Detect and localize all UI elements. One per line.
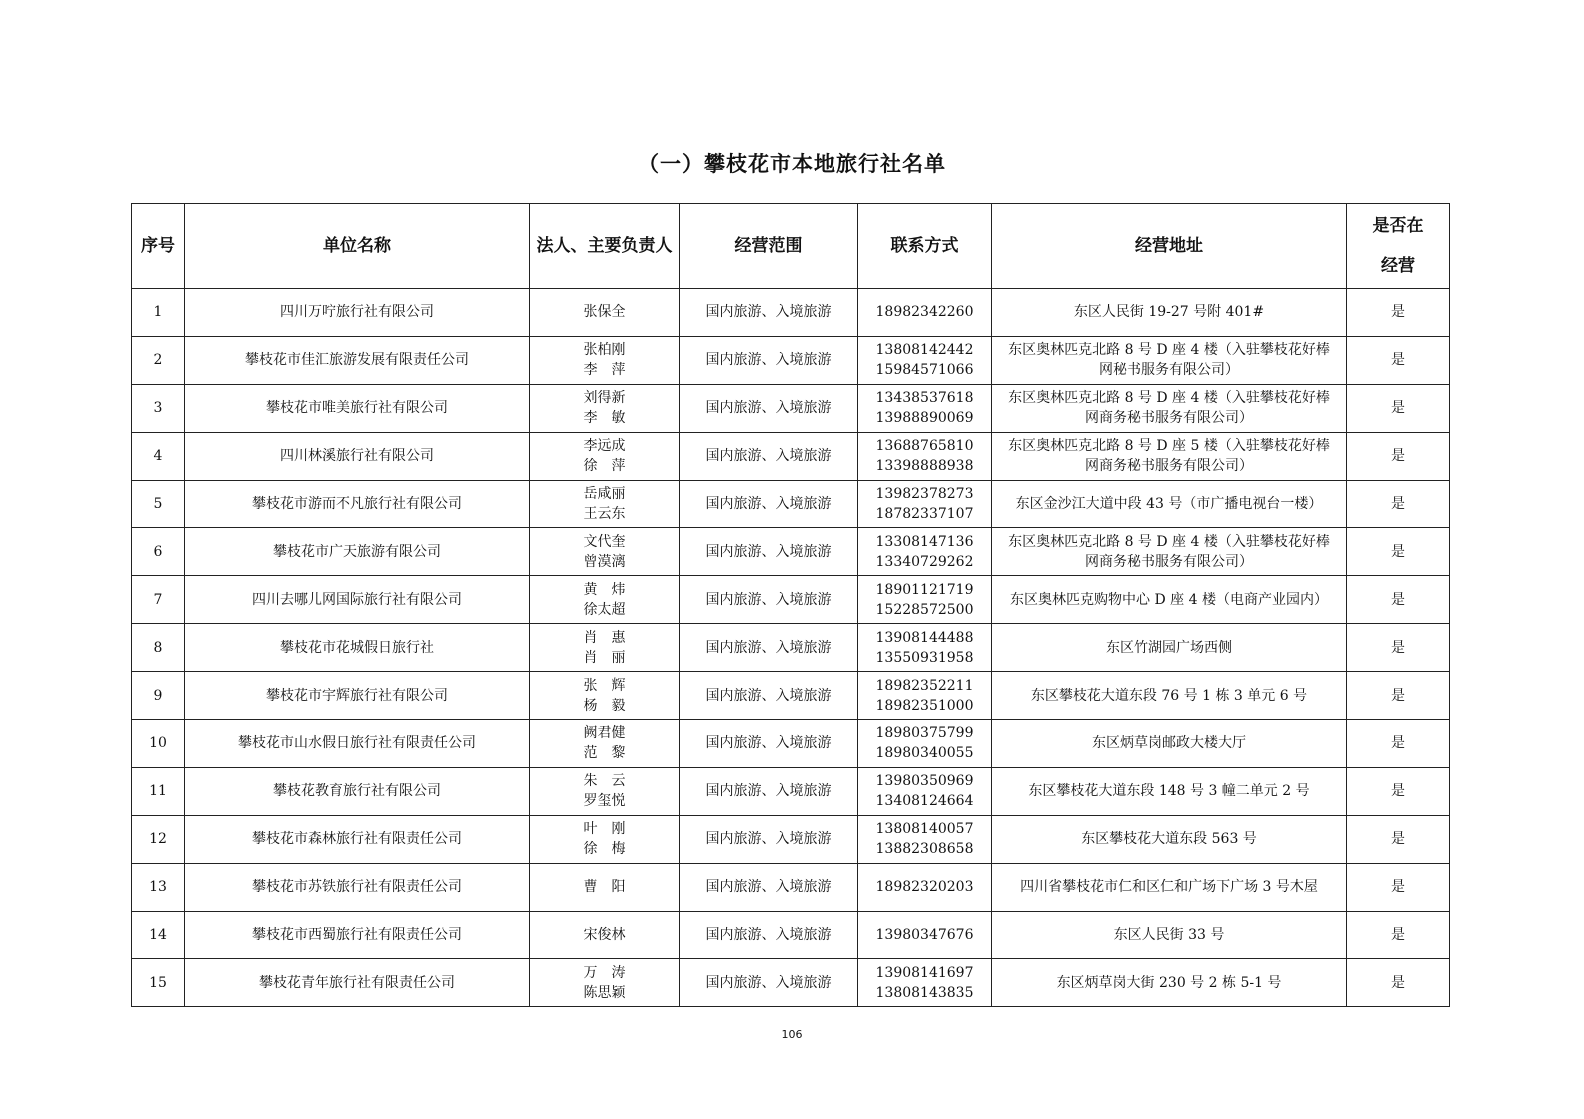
address-line: 四川省攀枝花市仁和区仁和广场下广场 3 号木屋	[1020, 879, 1318, 896]
person-name: 肖 丽	[583, 649, 626, 666]
travel-agency-table	[131, 203, 1450, 1007]
row-no: 15	[132, 959, 185, 1007]
row-address	[992, 815, 1347, 863]
header-name: 单位名称	[185, 204, 530, 289]
row-person	[530, 720, 680, 768]
row-address	[992, 432, 1347, 480]
row-no: 8	[132, 624, 185, 672]
row-scope: 国内旅游、入境旅游	[680, 911, 858, 959]
phone-number: 18901121719	[875, 581, 974, 598]
person-name: 罗玺悦	[583, 793, 626, 810]
table-row	[132, 672, 1450, 720]
row-operating: 是	[1347, 720, 1450, 768]
address-line: 东区竹湖园广场西侧	[1106, 639, 1232, 656]
row-person	[530, 624, 680, 672]
table-row	[132, 528, 1450, 576]
address-line: 网秘书服务有限公司）	[1099, 362, 1239, 379]
row-contact	[858, 480, 992, 528]
person-name: 李 敏	[583, 410, 626, 427]
row-address	[992, 720, 1347, 768]
row-person	[530, 384, 680, 432]
person-name: 刘得新	[583, 390, 626, 407]
table-row	[132, 863, 1450, 911]
table-row	[132, 336, 1450, 384]
row-contact	[858, 528, 992, 576]
row-person	[530, 911, 680, 959]
row-no: 2	[132, 336, 185, 384]
person-name: 范 黎	[583, 745, 626, 762]
row-contact	[858, 863, 992, 911]
person-name: 宋俊林	[583, 927, 626, 944]
row-no: 5	[132, 480, 185, 528]
header-address: 经营地址	[992, 204, 1347, 289]
row-operating: 是	[1347, 528, 1450, 576]
header-no: 序号	[132, 204, 185, 289]
phone-number: 13340729262	[875, 553, 974, 570]
row-operating: 是	[1347, 336, 1450, 384]
row-address	[992, 384, 1347, 432]
phone-number: 15984571066	[875, 362, 974, 379]
row-contact	[858, 767, 992, 815]
row-person	[530, 336, 680, 384]
person-name: 阙君健	[583, 725, 626, 742]
row-scope: 国内旅游、入境旅游	[680, 720, 858, 768]
row-address	[992, 576, 1347, 624]
row-scope: 国内旅游、入境旅游	[680, 959, 858, 1007]
table-row	[132, 624, 1450, 672]
table-row	[132, 432, 1450, 480]
row-address	[992, 336, 1347, 384]
phone-number: 15228572500	[875, 601, 974, 618]
row-address	[992, 480, 1347, 528]
row-scope: 国内旅游、入境旅游	[680, 767, 858, 815]
person-name: 杨 毅	[583, 697, 626, 714]
table-row	[132, 480, 1450, 528]
address-line: 东区攀枝花大道东段 563 号	[1081, 831, 1257, 848]
address-line: 东区人民街 19-27 号附 401#	[1073, 304, 1265, 321]
row-name: 攀枝花市森林旅行社有限责任公司	[185, 815, 530, 863]
row-scope: 国内旅游、入境旅游	[680, 528, 858, 576]
row-name: 攀枝花市宇辉旅行社有限公司	[185, 672, 530, 720]
header-operating-line1: 是否在	[1372, 216, 1424, 236]
table-row	[132, 767, 1450, 815]
row-no: 13	[132, 863, 185, 911]
address-line: 东区攀枝花大道东段 76 号 1 栋 3 单元 6 号	[1030, 687, 1308, 704]
address-line: 东区炳草岗大街 230 号 2 栋 5-1 号	[1056, 974, 1282, 991]
header-contact: 联系方式	[858, 204, 992, 289]
phone-number: 13808140057	[875, 821, 974, 838]
row-address	[992, 767, 1347, 815]
phone-number: 18980375799	[875, 725, 974, 742]
phone-number: 13882308658	[875, 841, 974, 858]
address-line: 东区人民街 33 号	[1113, 927, 1225, 944]
phone-number: 13308147136	[875, 533, 974, 550]
row-name: 攀枝花市苏铁旅行社有限责任公司	[185, 863, 530, 911]
row-contact	[858, 432, 992, 480]
row-scope: 国内旅游、入境旅游	[680, 624, 858, 672]
row-person	[530, 672, 680, 720]
table-row	[132, 959, 1450, 1007]
row-name: 攀枝花市花城假日旅行社	[185, 624, 530, 672]
row-contact	[858, 720, 992, 768]
address-line: 东区炳草岗邮政大楼大厅	[1092, 735, 1246, 752]
row-operating: 是	[1347, 911, 1450, 959]
address-line: 东区奥林匹克北路 8 号 D 座 5 楼（入驻攀枝花好棒	[1008, 438, 1330, 455]
address-line: 网商务秘书服务有限公司）	[1085, 458, 1253, 475]
row-no: 14	[132, 911, 185, 959]
row-address	[992, 959, 1347, 1007]
row-name: 四川去哪儿网国际旅行社有限公司	[185, 576, 530, 624]
row-operating: 是	[1347, 624, 1450, 672]
row-scope: 国内旅游、入境旅游	[680, 672, 858, 720]
row-address	[992, 289, 1347, 337]
person-name: 岳咸丽	[583, 486, 626, 502]
address-line: 东区奥林匹克购物中心 D 座 4 楼（电商产业园内）	[1010, 591, 1328, 608]
row-operating: 是	[1347, 815, 1450, 863]
address-line: 东区奥林匹克北路 8 号 D 座 4 楼（入驻攀枝花好棒	[1008, 342, 1330, 359]
row-operating: 是	[1347, 480, 1450, 528]
row-person	[530, 863, 680, 911]
person-name: 李 萍	[583, 362, 626, 379]
row-operating: 是	[1347, 672, 1450, 720]
address-line: 网商务秘书服务有限公司）	[1085, 553, 1253, 570]
person-name: 张柏刚	[583, 342, 626, 359]
row-contact	[858, 576, 992, 624]
row-operating: 是	[1347, 959, 1450, 1007]
person-name: 肖 惠	[583, 629, 626, 646]
phone-number: 18980340055	[875, 745, 974, 762]
row-no: 6	[132, 528, 185, 576]
row-no: 3	[132, 384, 185, 432]
row-contact	[858, 672, 992, 720]
row-no: 9	[132, 672, 185, 720]
row-scope: 国内旅游、入境旅游	[680, 863, 858, 911]
person-name: 徐 梅	[583, 841, 626, 858]
header-scope: 经营范围	[680, 204, 858, 289]
person-name: 徐 萍	[583, 458, 626, 475]
row-contact	[858, 336, 992, 384]
row-person	[530, 815, 680, 863]
table-row	[132, 384, 1450, 432]
table-row	[132, 720, 1450, 768]
phone-number: 18982342260	[875, 304, 974, 321]
row-no: 1	[132, 289, 185, 337]
row-person	[530, 959, 680, 1007]
phone-number: 13808142442	[875, 342, 974, 359]
row-no: 12	[132, 815, 185, 863]
address-line: 网商务秘书服务有限公司）	[1085, 410, 1253, 427]
page-title: （一）攀枝花市本地旅行社名单	[638, 152, 946, 176]
person-name: 曹 阳	[583, 879, 626, 896]
phone-number: 13438537618	[875, 390, 974, 407]
row-contact	[858, 384, 992, 432]
phone-number: 18982351000	[875, 697, 974, 714]
person-name: 万 涛	[583, 964, 626, 981]
person-name: 叶 刚	[583, 821, 626, 838]
table-header-row	[132, 204, 1450, 289]
address-line: 东区金沙江大道中段 43 号（市广播电视台一楼）	[1015, 496, 1323, 512]
row-person	[530, 767, 680, 815]
person-name: 曾漠漓	[583, 553, 626, 570]
person-name: 文代奎	[583, 533, 626, 550]
row-name: 攀枝花青年旅行社有限责任公司	[185, 959, 530, 1007]
table-row	[132, 576, 1450, 624]
phone-number: 13988890069	[875, 410, 974, 427]
row-name: 攀枝花市佳汇旅游发展有限责任公司	[185, 336, 530, 384]
phone-number: 13808143835	[875, 984, 974, 1001]
row-operating: 是	[1347, 767, 1450, 815]
address-line: 东区攀枝花大道东段 148 号 3 幢二单元 2 号	[1028, 783, 1310, 800]
row-name: 攀枝花市游而不凡旅行社有限公司	[185, 480, 530, 528]
row-person	[530, 289, 680, 337]
row-name: 攀枝花市唯美旅行社有限公司	[185, 384, 530, 432]
phone-number: 18982320203	[875, 879, 974, 896]
row-no: 11	[132, 767, 185, 815]
address-line: 东区奥林匹克北路 8 号 D 座 4 楼（入驻攀枝花好棒	[1008, 533, 1330, 550]
row-name: 四川林溪旅行社有限公司	[185, 432, 530, 480]
person-name: 朱 云	[583, 773, 626, 790]
person-name: 陈思颖	[583, 984, 626, 1001]
person-name: 王云东	[583, 506, 626, 522]
phone-number: 18782337107	[875, 506, 974, 522]
row-address	[992, 528, 1347, 576]
table-row	[132, 815, 1450, 863]
row-contact	[858, 289, 992, 337]
row-person	[530, 528, 680, 576]
phone-number: 13908144488	[875, 629, 974, 646]
row-name: 攀枝花市广天旅游有限公司	[185, 528, 530, 576]
phone-number: 13550931958	[875, 649, 974, 666]
row-scope: 国内旅游、入境旅游	[680, 432, 858, 480]
row-no: 7	[132, 576, 185, 624]
row-no: 10	[132, 720, 185, 768]
row-address	[992, 911, 1347, 959]
row-person	[530, 432, 680, 480]
row-contact	[858, 911, 992, 959]
row-person	[530, 480, 680, 528]
phone-number: 13398888938	[875, 458, 974, 475]
row-operating: 是	[1347, 384, 1450, 432]
row-operating: 是	[1347, 576, 1450, 624]
person-name: 张 辉	[583, 677, 626, 694]
phone-number: 13982378273	[875, 486, 974, 502]
phone-number: 13980347676	[875, 927, 974, 944]
row-operating: 是	[1347, 432, 1450, 480]
table-row	[132, 289, 1450, 337]
phone-number: 18982352211	[875, 677, 974, 694]
person-name: 徐太超	[583, 601, 626, 618]
row-name: 攀枝花市西蜀旅行社有限责任公司	[185, 911, 530, 959]
row-scope: 国内旅游、入境旅游	[680, 289, 858, 337]
person-name: 李远成	[583, 438, 626, 455]
row-no: 4	[132, 432, 185, 480]
row-name: 攀枝花市山水假日旅行社有限责任公司	[185, 720, 530, 768]
row-operating: 是	[1347, 289, 1450, 337]
header-operating-line2: 经营	[1381, 256, 1415, 276]
row-person	[530, 576, 680, 624]
row-scope: 国内旅游、入境旅游	[680, 384, 858, 432]
row-scope: 国内旅游、入境旅游	[680, 480, 858, 528]
row-name: 四川万咛旅行社有限公司	[185, 289, 530, 337]
row-scope: 国内旅游、入境旅游	[680, 336, 858, 384]
row-contact	[858, 815, 992, 863]
row-address	[992, 672, 1347, 720]
row-address	[992, 863, 1347, 911]
header-person: 法人、主要负责人	[530, 204, 680, 289]
person-name: 张保全	[583, 304, 626, 321]
row-name: 攀枝花教育旅行社有限公司	[185, 767, 530, 815]
phone-number: 13980350969	[875, 773, 974, 790]
row-operating: 是	[1347, 863, 1450, 911]
phone-number: 13408124664	[875, 793, 974, 810]
row-address	[992, 624, 1347, 672]
row-contact	[858, 959, 992, 1007]
phone-number: 13688765810	[875, 438, 974, 455]
person-name: 黄 炜	[583, 581, 626, 598]
page-number: 106	[781, 1028, 803, 1041]
table-row	[132, 911, 1450, 959]
phone-number: 13908141697	[875, 964, 974, 981]
address-line: 东区奥林匹克北路 8 号 D 座 4 楼（入驻攀枝花好棒	[1008, 390, 1330, 407]
row-scope: 国内旅游、入境旅游	[680, 815, 858, 863]
row-contact	[858, 624, 992, 672]
row-scope: 国内旅游、入境旅游	[680, 576, 858, 624]
header-operating	[1347, 204, 1450, 289]
